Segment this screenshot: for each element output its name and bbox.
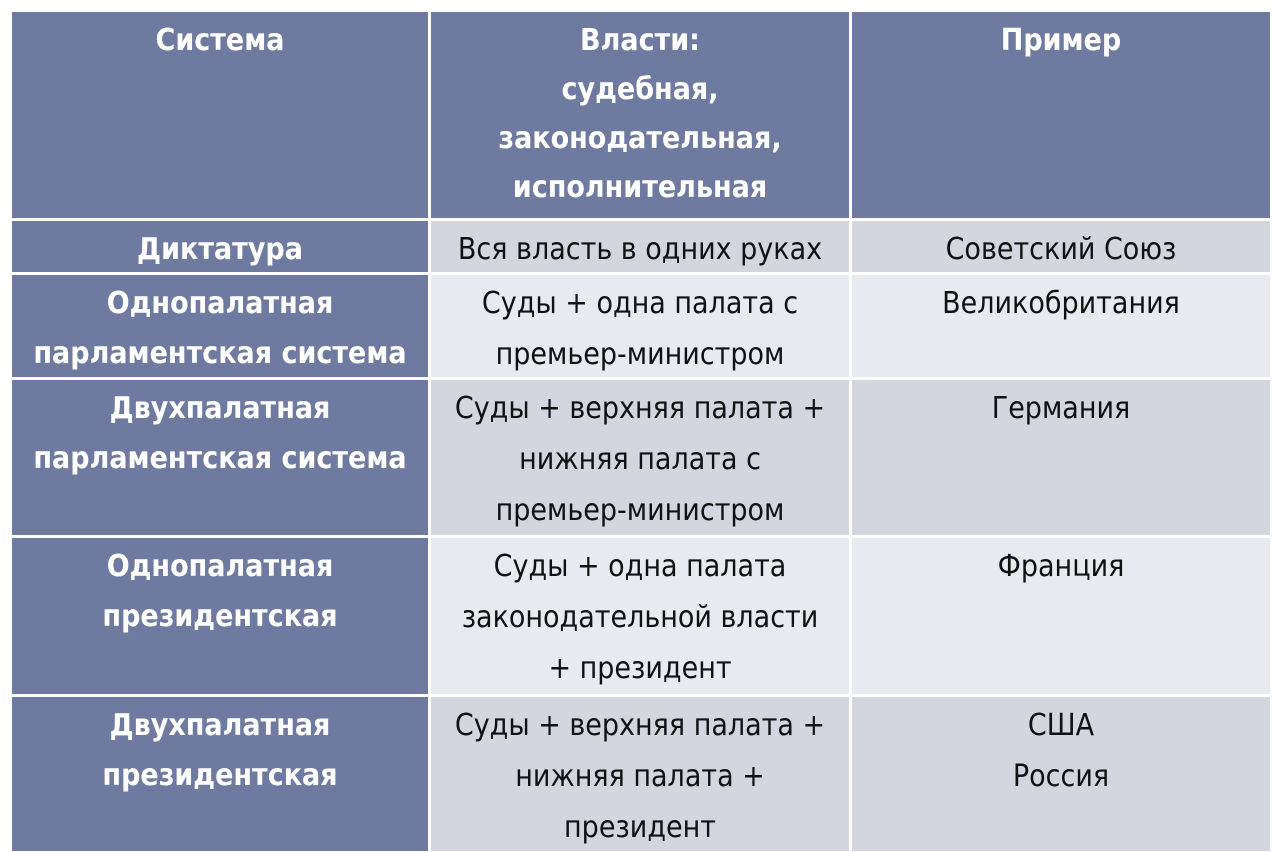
powers-text: Вся власть в одних руках [457, 232, 823, 267]
government-systems-table [12, 12, 1264, 845]
header-cell-example [852, 12, 1270, 218]
system-name: Однопалатная [106, 549, 334, 584]
header-label-powers-line: законодательная, [498, 121, 782, 156]
powers-cell [431, 221, 849, 272]
example-cell [852, 275, 1270, 377]
example-cell [852, 697, 1270, 851]
example-text: Советский Союз [945, 232, 1177, 267]
header-label-example: Пример [1000, 23, 1122, 58]
powers-text: + президент [548, 651, 732, 686]
powers-text: Суды + одна палата с [481, 286, 799, 321]
system-name: Двухпалатная [109, 708, 331, 743]
example-text: Россия [1012, 759, 1110, 794]
powers-text: Суды + верхняя палата + [454, 708, 826, 743]
system-cell [12, 380, 428, 535]
system-name: Двухпалатная [109, 391, 331, 426]
powers-text: нижняя палата + [515, 759, 765, 794]
header-label-powers-line: судебная, [561, 72, 719, 107]
system-name: парламентская система [33, 441, 407, 476]
powers-text: законодательной власти [461, 600, 819, 635]
system-cell [12, 221, 428, 272]
example-text: США [1027, 708, 1095, 743]
powers-text: президент [564, 810, 716, 845]
system-name: парламентская система [33, 336, 407, 371]
header-cell-powers [431, 12, 849, 218]
powers-text: премьер-министром [495, 493, 785, 528]
system-name: президентская [102, 758, 338, 793]
powers-cell [431, 380, 849, 535]
example-cell [852, 221, 1270, 272]
system-name: Однопалатная [106, 286, 334, 321]
header-label-powers-line: Власти: [580, 23, 700, 58]
system-cell [12, 275, 428, 377]
system-name: Диктатура [137, 232, 303, 267]
system-cell [12, 538, 428, 694]
header-cell-system [12, 12, 428, 218]
example-cell [852, 380, 1270, 535]
example-text: Великобритания [942, 286, 1180, 321]
example-cell [852, 538, 1270, 694]
system-cell [12, 697, 428, 851]
header-label-system: Система [155, 23, 285, 58]
powers-text: нижняя палата с [519, 442, 761, 477]
powers-cell [431, 538, 849, 694]
powers-cell [431, 697, 849, 851]
header-label-powers-line: исполнительная [512, 170, 768, 205]
powers-cell [431, 275, 849, 377]
powers-text: Суды + верхняя палата + [454, 391, 826, 426]
system-name: президентская [102, 599, 338, 634]
powers-text: Суды + одна палата [493, 549, 787, 584]
powers-text: премьер-министром [495, 337, 785, 372]
example-text: Франция [997, 549, 1125, 584]
example-text: Германия [991, 391, 1131, 426]
